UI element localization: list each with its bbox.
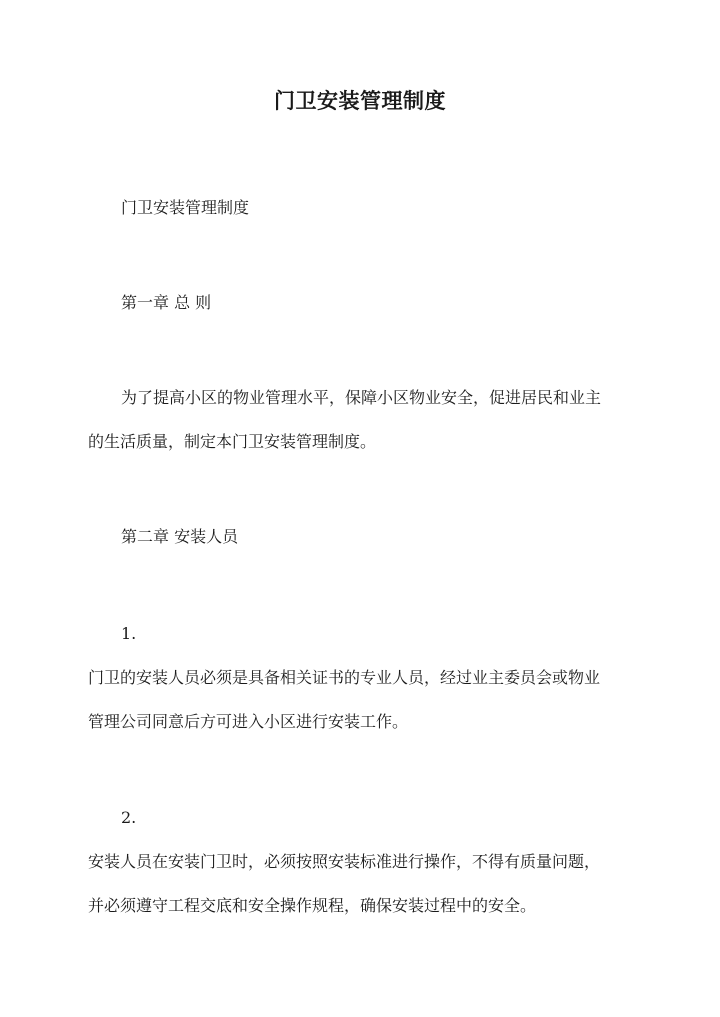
- chapter-1-paragraph-line-2: 的生活质量，制定本门卫安装管理制度。: [88, 432, 377, 451]
- document-subtitle: 门卫安装管理制度: [121, 198, 250, 217]
- chapter-2-heading: 第二章 安装人员: [121, 527, 239, 546]
- item-2-line-2: 并必须遵守工程交底和安全操作规程，确保安装过程中的安全。: [88, 896, 537, 915]
- item-2-number: 2.: [121, 808, 137, 827]
- document-title: 门卫安装管理制度: [274, 88, 446, 113]
- item-2-line-1: 安装人员在安装门卫时，必须按照安装标准进行操作，不得有质量问题，: [88, 852, 601, 871]
- item-1-line-2: 管理公司同意后方可进入小区进行安装工作。: [88, 712, 409, 731]
- chapter-1-paragraph-line-1: 为了提高小区的物业管理水平，保障小区物业安全，促进居民和业主: [121, 388, 602, 407]
- item-1-number: 1.: [121, 624, 137, 643]
- item-1-line-1: 门卫的安装人员必须是具备相关证书的专业人员，经过业主委员会或物业: [88, 668, 601, 687]
- chapter-1-heading: 第一章 总 则: [121, 293, 212, 312]
